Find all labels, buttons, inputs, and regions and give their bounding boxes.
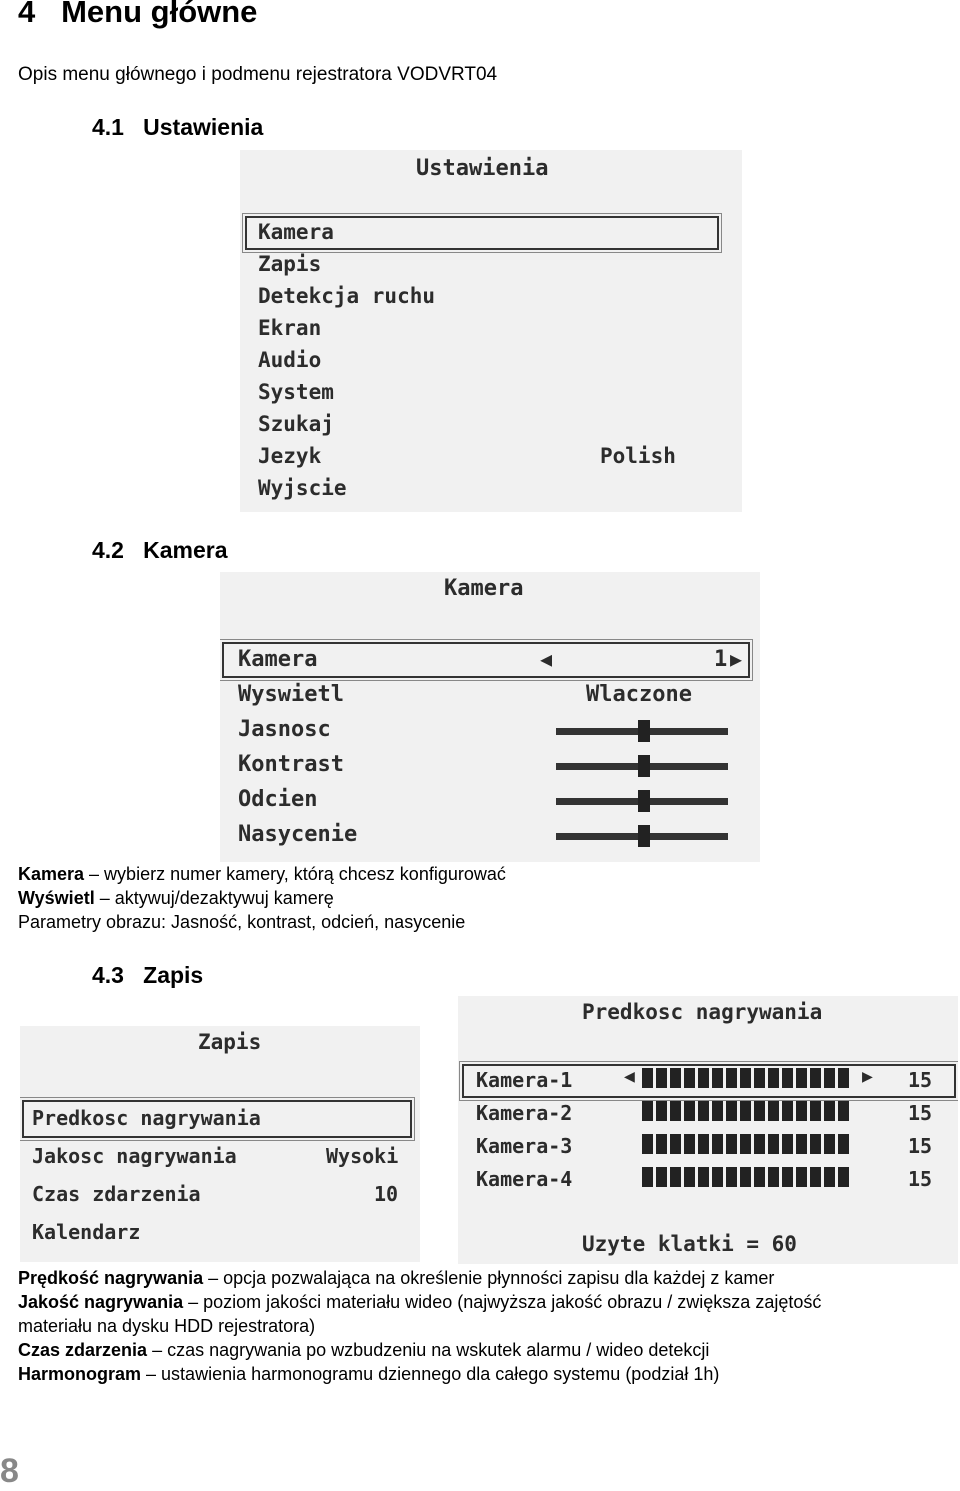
menu-item[interactable]: Szukaj — [258, 412, 334, 436]
camera-label: Kamera-1 — [476, 1068, 573, 1092]
fps-bar[interactable] — [642, 1068, 852, 1088]
menu-item[interactable]: Kamera — [258, 220, 334, 244]
zapis-desc-line: Jakość nagrywania – poziom jakości materiału wideo (najwyższa jakość obrazu / zwiększa zajętość — [18, 1292, 822, 1312]
section-heading: 4.3 Zapis — [92, 962, 204, 988]
camera-label: Kamera-4 — [476, 1167, 573, 1191]
menu-item[interactable]: Jezyk — [258, 444, 322, 468]
camera-desc-line: Kamera – wybierz numer kamery, którą chcesz konfigurować — [18, 864, 506, 884]
zapis-desc-line: Prędkość nagrywania – opcja pozwalająca na określenie płynności zapisu dla każdej z kamer — [18, 1268, 775, 1288]
menu-title: Predkosc nagrywania — [582, 1000, 823, 1024]
arrow-right-icon[interactable]: ▶ — [730, 647, 743, 671]
speed-menu-screenshot — [458, 996, 958, 1264]
fps-value: 15 — [908, 1068, 933, 1092]
page-number: 8 — [0, 1452, 19, 1490]
menu-item[interactable]: Wyjscie — [258, 476, 347, 500]
slider-knob[interactable] — [638, 720, 650, 742]
menu-item[interactable]: Predkosc nagrywania — [32, 1106, 261, 1130]
zapis-menu-screenshot — [20, 1026, 420, 1262]
menu-item[interactable]: Czas zdarzenia — [32, 1182, 201, 1206]
slider-knob[interactable] — [638, 755, 650, 777]
fps-value: 15 — [908, 1101, 933, 1125]
camera-label: Kamera-3 — [476, 1134, 573, 1158]
hue-label: Odcien — [238, 787, 318, 812]
saturation-label: Nasycenie — [238, 822, 358, 847]
contrast-slider[interactable] — [556, 763, 728, 770]
menu-item[interactable]: Detekcja ruchu — [258, 284, 436, 308]
fps-bar[interactable] — [642, 1101, 852, 1121]
arrow-left-icon[interactable]: ◀ — [540, 647, 553, 671]
used-frames: Uzyte klatki = 60 — [582, 1232, 797, 1256]
contrast-label: Kontrast — [238, 752, 344, 777]
display-value[interactable]: Wlaczone — [586, 682, 692, 707]
menu-item[interactable]: Jakosc nagrywania — [32, 1144, 237, 1168]
brightness-slider[interactable] — [556, 728, 728, 735]
page-title: 4 Menu główne — [18, 0, 258, 29]
brightness-label: Jasnosc — [238, 717, 331, 742]
menu-title: Kamera — [444, 576, 524, 601]
menu-item[interactable]: Kalendarz — [32, 1220, 141, 1244]
language-value: Polish — [600, 444, 676, 468]
arrow-right-icon[interactable]: ▶ — [862, 1066, 873, 1087]
camera-number: 1 — [714, 647, 728, 672]
section-heading: 4.1 Ustawienia — [92, 114, 264, 140]
fps-value: 15 — [908, 1167, 933, 1191]
hue-slider[interactable] — [556, 798, 728, 805]
fps-value: 15 — [908, 1134, 933, 1158]
slider-knob[interactable] — [638, 825, 650, 847]
fps-bar[interactable] — [642, 1134, 852, 1154]
section-heading: 4.2 Kamera — [92, 537, 228, 563]
camera-label: Kamera-2 — [476, 1101, 573, 1125]
event-time-value: 10 — [374, 1182, 399, 1206]
fps-bar[interactable] — [642, 1167, 852, 1187]
camera-desc-line: Parametry obrazu: Jasność, kontrast, odcień, nasycenie — [18, 912, 466, 932]
menu-item[interactable]: Zapis — [258, 252, 322, 276]
zapis-desc-line: Harmonogram – ustawienia harmonogramu dziennego dla całego systemu (podział 1h) — [18, 1364, 720, 1384]
intro-text: Opis menu głównego i podmenu rejestratora VODVRT04 — [18, 64, 498, 85]
saturation-slider[interactable] — [556, 833, 728, 840]
settings-menu-screenshot — [240, 150, 742, 512]
menu-title: Ustawienia — [416, 156, 549, 181]
menu-item[interactable]: Audio — [258, 348, 322, 372]
slider-knob[interactable] — [638, 790, 650, 812]
display-label: Wyswietl — [238, 682, 344, 707]
menu-item[interactable]: Ekran — [258, 316, 322, 340]
camera-desc-line: Wyświetl – aktywuj/dezaktywuj kamerę — [18, 888, 334, 908]
menu-title: Zapis — [198, 1030, 262, 1054]
camera-row-label: Kamera — [238, 647, 318, 672]
quality-value: Wysoki — [326, 1144, 399, 1168]
menu-item[interactable]: System — [258, 380, 334, 404]
zapis-desc-line: Czas zdarzenia – czas nagrywania po wzbudzeniu na wskutek alarmu / wideo detekcji — [18, 1340, 710, 1360]
zapis-desc-line: materiału na dysku HDD rejestratora) — [18, 1316, 316, 1336]
camera-menu-screenshot — [220, 572, 760, 862]
arrow-left-icon[interactable]: ◀ — [624, 1066, 635, 1087]
